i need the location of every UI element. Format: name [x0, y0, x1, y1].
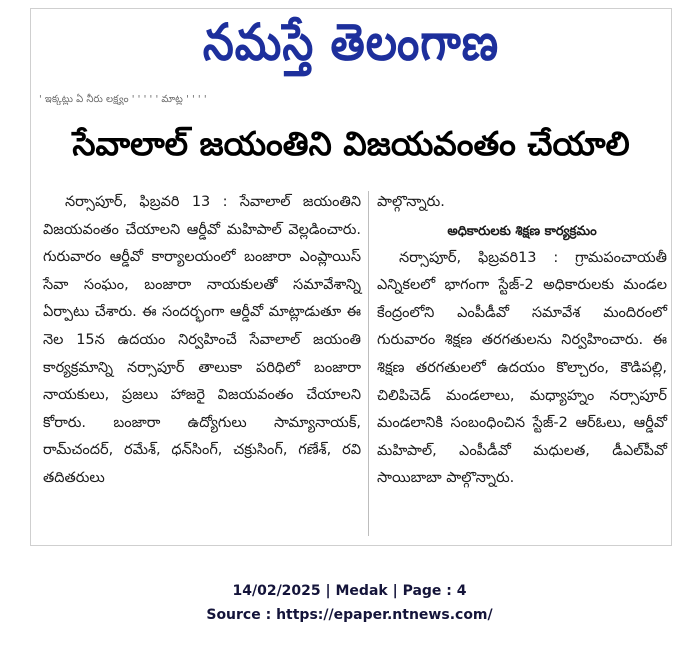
right-column-body-text: నర్సాపూర్, ఫిబ్రవరి13 : గ్రామపంచాయతీ ఎన్నికలలో భాగంగా స్టేజ్-2 అధికారులకు మండల కేంద్రంలోని ఎంపీడీవో సమావేశ మందిరంలో గురువారం శిక్షణ తరగతులను నిర్వహించారు. ఈ శిక్షణ తరగతులలో ఉదయం కొల్చారం, కౌడిపల్లి, చిలిపిచెడ్ మండలాలు, మధ్యాహ్నం నర్సాపూర్ మండలానికి సంబంధించిన స్టేజ్-2 ఆర్‌ఓలు, ఆర్డీవో మహిపాల్, ఎంపీడీవో మధులత, డీఎల్‌పీవో సాయిబాబా పాల్గొన్నారు. [377, 249, 667, 487]
newspaper-clipping [30, 8, 672, 546]
article-right-column [377, 189, 667, 493]
footer-date-line: 14/02/2025 | Medak | Page : 4 [232, 583, 467, 599]
footer-source-line: Source : https://epaper.ntnews.com/ [206, 607, 493, 623]
cut-off-text-line: ' ఇక్కట్లు ఏ నీరు లక్ష్యం ' ' ' ' ' మాట్ల ' ' ' ' [39, 94, 207, 105]
article-headline: సేవాలాల్ జయంతిని విజయవంతం చేయాలి [72, 124, 630, 163]
article-left-column [43, 189, 361, 493]
article-subheading: అధికారులకు శిక్షణ కార్యక్రమం [447, 223, 597, 239]
left-column-text: నర్సాపూర్, ఫిబ్రవరి 13 : సేవాలాల్ జయంతిని విజయవంతం చేయాలని ఆర్డీవో మహిపాల్ వెల్లడించారు. గురువారం ఆర్డీవో కార్యాలయంలో బంజారా ఎంప్లాయిస్ సేవా సంఘం, బంజారా నాయకులతో సమావేశాన్ని ఏర్పాటు చేశారు. ఈ సందర్భంగా ఆర్డీవో మాట్లాడుతూ ఈ నెల 15న ఉదయం నిర్వహించే సేవాలాల్ జయంతి కార్యక్రమాన్ని నర్సాపూర్ తాలుకా పరిధిలో బంజారా నాయకులు, ప్రజలు హాజరై విజయవంతం చేయాలని కోరారు. బంజారా ఉద్యోగులు సామ్యానాయక్, రామ్‌చందర్, రమేశ్, ధన్‌సింగ్, చక్రుసింగ్, గణేశ్, రవి తదితరులు [43, 194, 361, 486]
column-divider [368, 191, 369, 536]
masthead [31, 9, 671, 89]
masthead-title: నమస్తే తెలంగాణ [202, 13, 500, 72]
right-column-top-text: పాల్గొన్నారు. [377, 194, 445, 210]
